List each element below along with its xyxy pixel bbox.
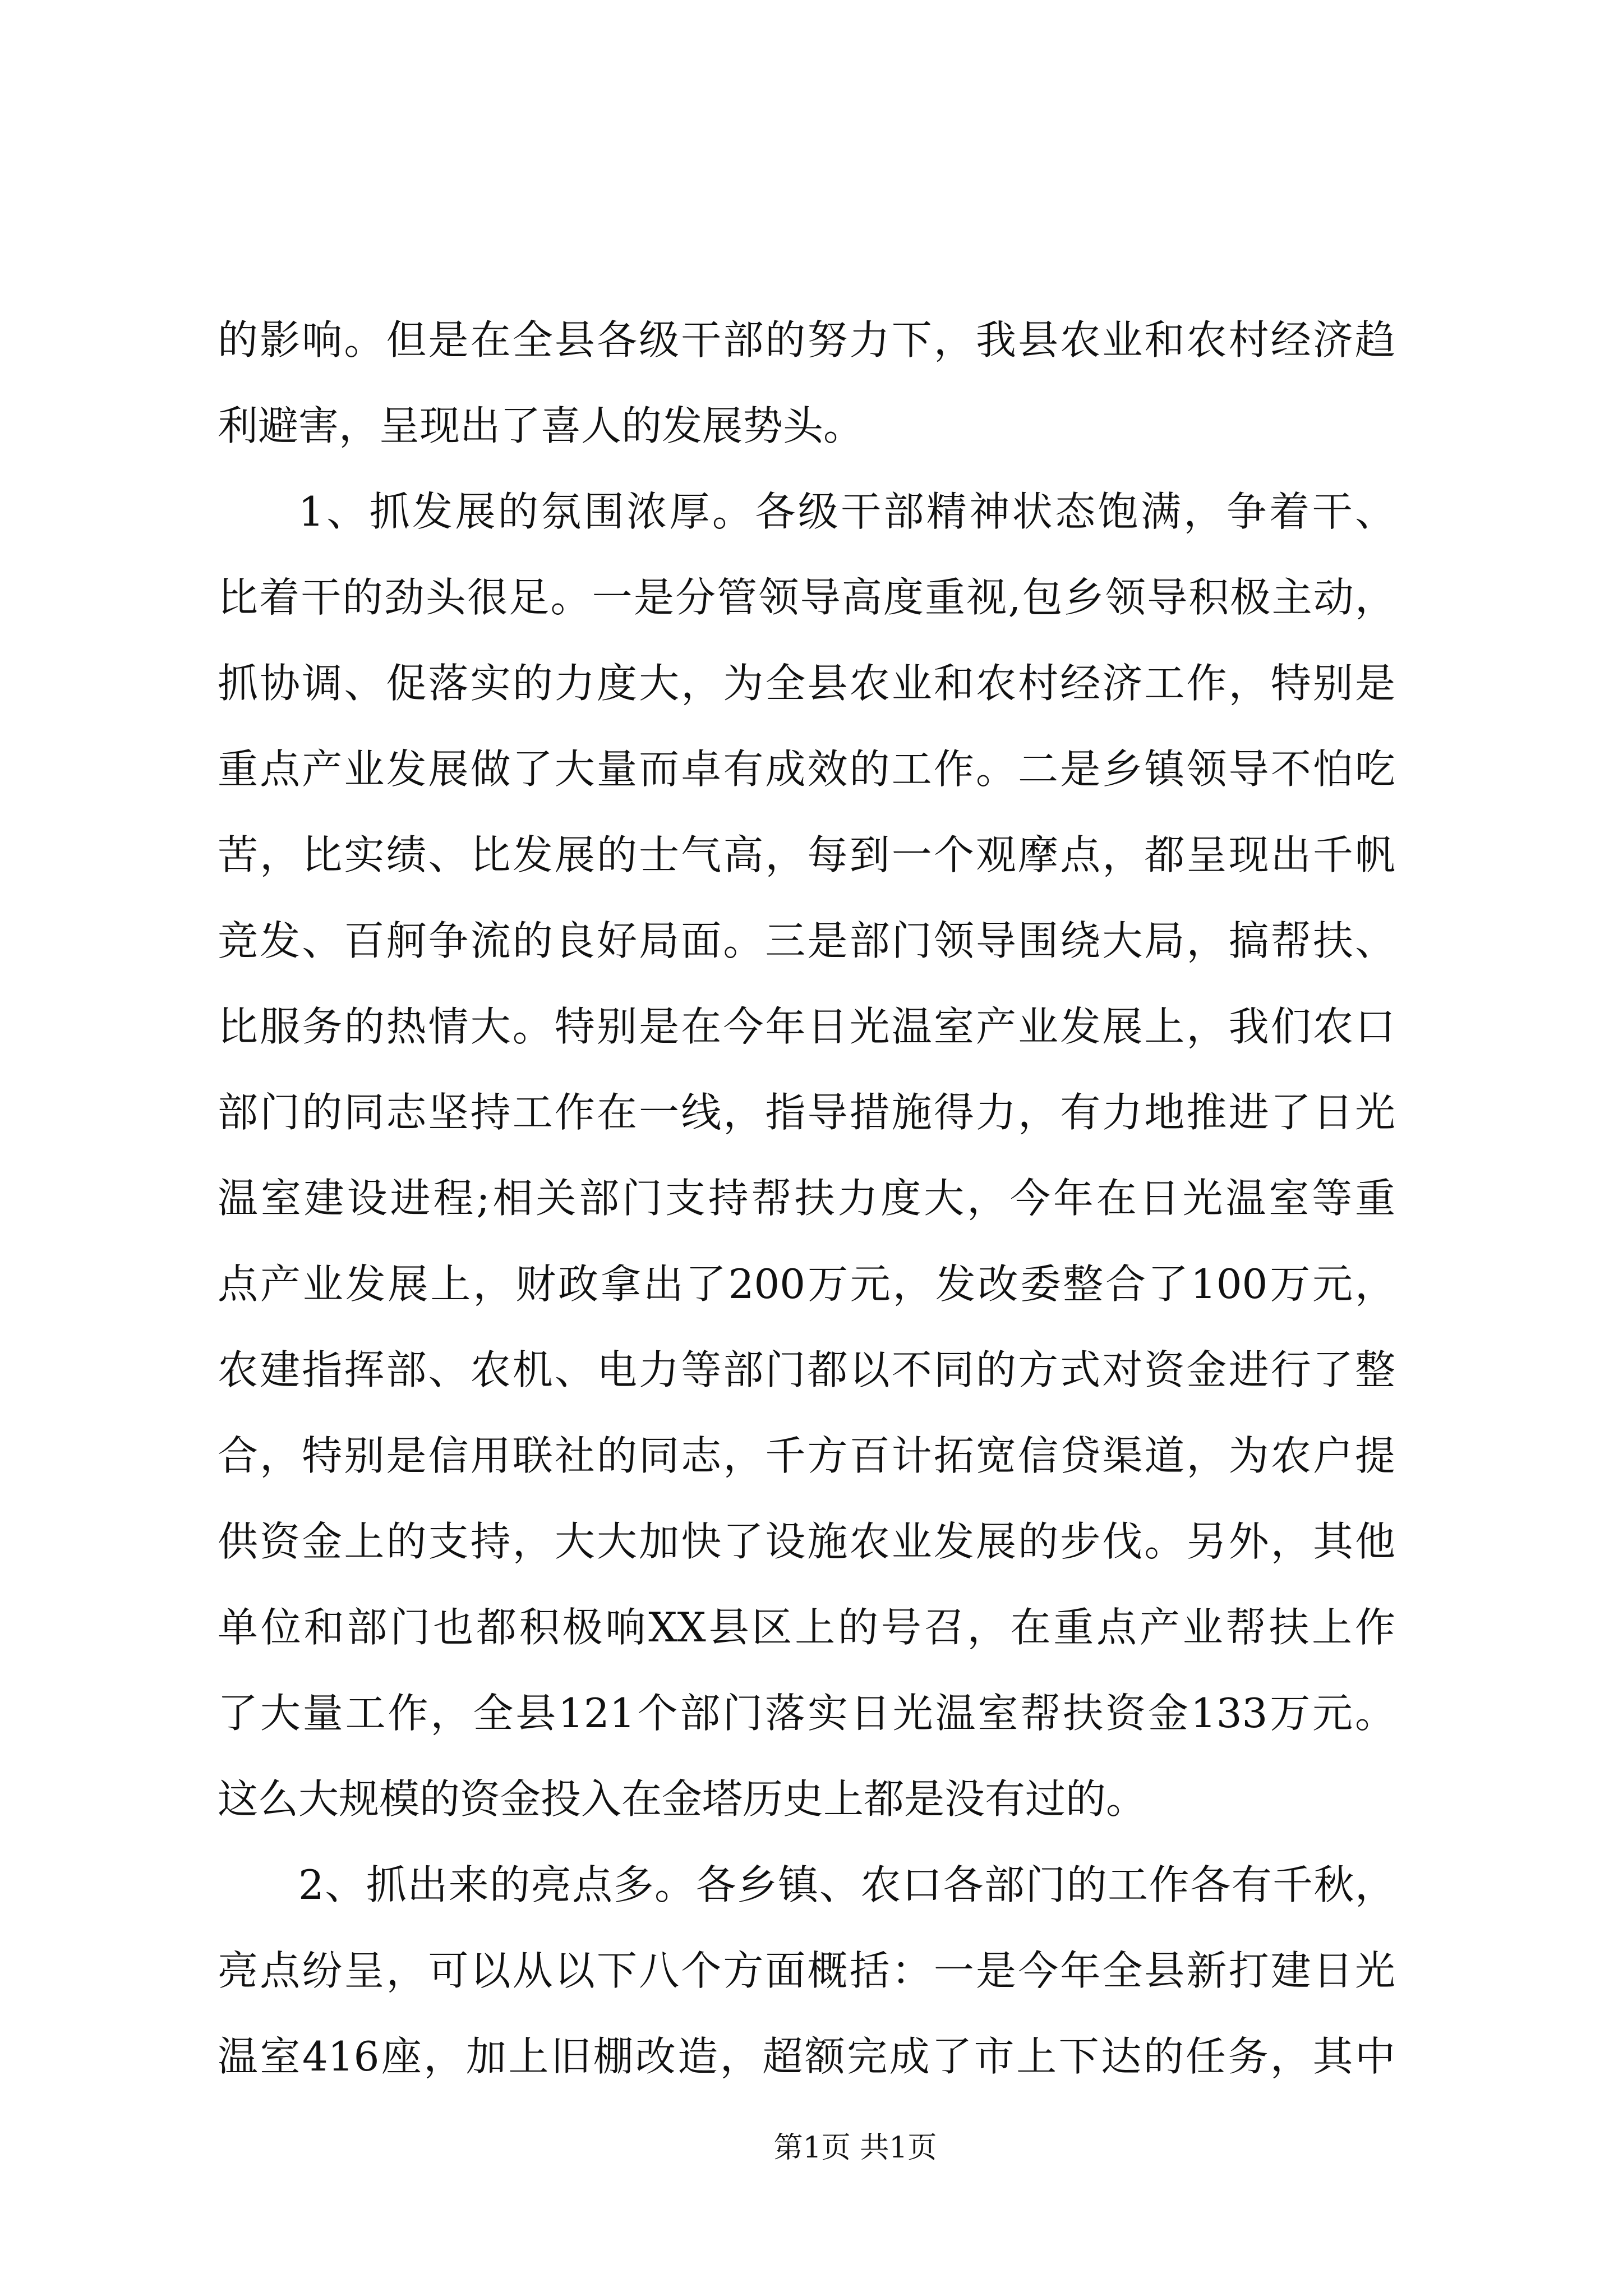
body-line: 1、抓发展的氛围浓厚。各级干部精神状态饱满，争着干、 bbox=[298, 488, 1395, 535]
body-line: 部门的同志坚持工作在一线，指导措施得力，有力地推进了日光 bbox=[218, 1089, 1395, 1136]
body-line: 2、抓出来的亮点多。各乡镇、农口各部门的工作各有千秋， bbox=[298, 1861, 1395, 1908]
paragraph bbox=[218, 469, 1395, 1842]
paragraph bbox=[218, 297, 1395, 469]
body-line: 竞发、百舸争流的良好局面。三是部门领导围绕大局，搞帮扶、 bbox=[218, 917, 1395, 964]
body-line: 农建指挥部、农机、电力等部门都以不同的方式对资金进行了整 bbox=[218, 1346, 1395, 1393]
body-line: 温室建设进程;相关部门支持帮扶力度大，今年在日光温室等重 bbox=[218, 1175, 1395, 1222]
body-line: 合，特别是信用联社的同志，千方百计拓宽信贷渠道，为农户提 bbox=[218, 1432, 1395, 1479]
body-line: 比着干的劲头很足。一是分管领导高度重视,包乡领导积极主动， bbox=[218, 574, 1395, 621]
body-text bbox=[218, 297, 1395, 2100]
body-line: 的影响。但是在全县各级干部的努力下，我县农业和农村经济趋 bbox=[218, 316, 1395, 364]
body-line: 利避害，呈现出了喜人的发展势头。 bbox=[218, 402, 864, 449]
body-line: 点产业发展上，财政拿出了200万元，发改委整合了100万元， bbox=[218, 1260, 1395, 1308]
page-number-label: 第1页 共1页 bbox=[773, 2131, 937, 2165]
body-line: 这么大规模的资金投入在金塔历史上都是没有过的。 bbox=[218, 1775, 1147, 1823]
body-line: 比服务的热情大。特别是在今年日光温室产业发展上，我们农口 bbox=[218, 1003, 1395, 1050]
body-line: 重点产业发展做了大量而卓有成效的工作。二是乡镇领导不怕吃 bbox=[218, 746, 1395, 793]
body-line: 了大量工作，全县121个部门落实日光温室帮扶资金133万元。 bbox=[218, 1690, 1395, 1737]
body-line: 温室416座，加上旧棚改造，超额完成了市上下达的任务，其中 bbox=[218, 2033, 1395, 2080]
body-line: 亮点纷呈，可以从以下八个方面概括：一是今年全县新打建日光 bbox=[218, 1947, 1395, 1994]
paragraph bbox=[218, 1842, 1395, 2100]
body-line: 苦，比实绩、比发展的士气高，每到一个观摩点，都呈现出千帆 bbox=[218, 831, 1395, 878]
body-line: 供资金上的支持，大大加快了设施农业发展的步伐。另外，其他 bbox=[218, 1518, 1395, 1565]
body-line: 单位和部门也都积极响XX县区上的号召，在重点产业帮扶上作 bbox=[218, 1604, 1395, 1651]
page-footer bbox=[673, 2126, 1038, 2170]
body-line: 抓协调、促落实的力度大，为全县农业和农村经济工作，特别是 bbox=[218, 660, 1395, 707]
